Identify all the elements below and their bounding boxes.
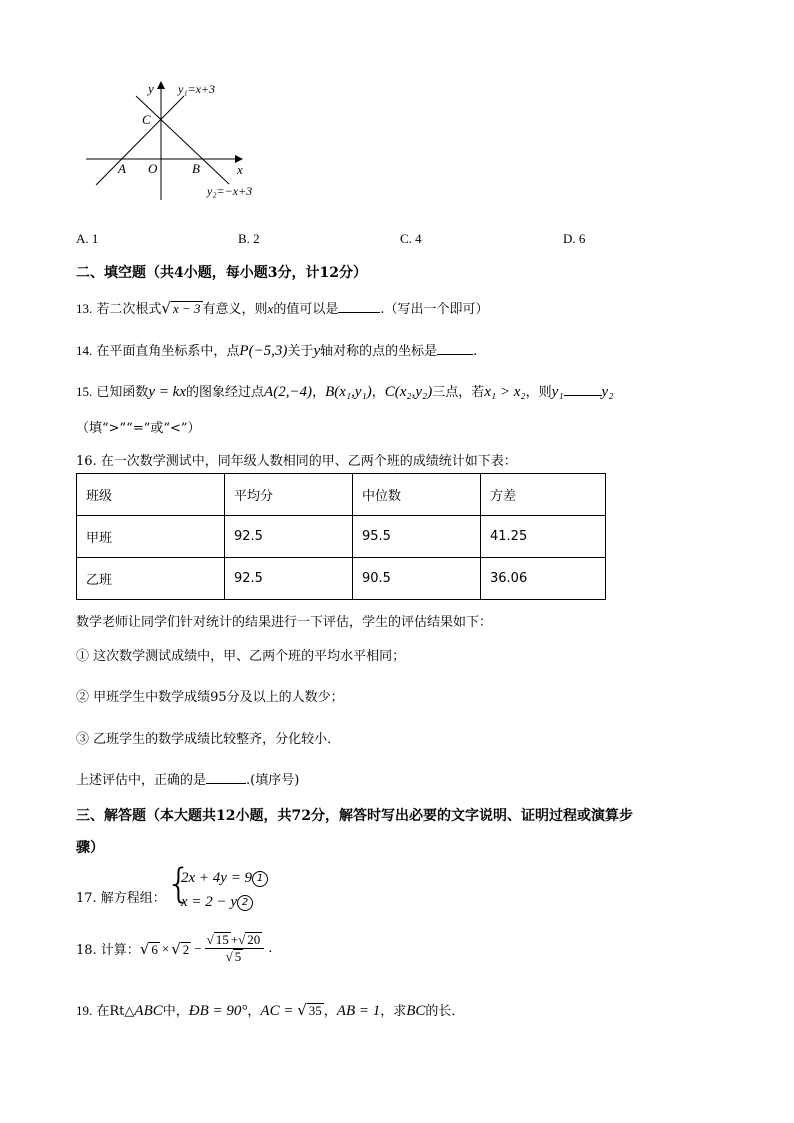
q18-times: × — [161, 940, 170, 956]
table-header-row — [77, 474, 606, 516]
q16-answer — [76, 769, 299, 788]
line1-label: y₁=x+3 — [178, 82, 216, 96]
q19-sep2: ， — [323, 1004, 337, 1019]
q18-plus: + — [230, 932, 239, 947]
table-header-cell: 方差 — [481, 474, 606, 516]
option-b: B. 2 — [238, 231, 260, 246]
q15-mid: 的图象经过点 — [186, 385, 265, 400]
q17-label: 17. 解方程组： — [76, 891, 166, 906]
q16-intro: 16. 在一次数学测试中，同年级人数相同的甲、乙两个班的成绩统计如下表： — [76, 454, 517, 469]
q16-answer-pre: 上述评估中，正确的是 — [76, 773, 207, 788]
q16-item-2: ② 甲班学生中数学成绩95分及以上的人数少； — [76, 690, 344, 705]
radical-sign-icon: √ — [161, 299, 171, 317]
q19-sep1: ， — [247, 1004, 261, 1019]
section3-heading-line2: 骤） — [76, 840, 104, 856]
q17-eq2-text: x = 2 − y — [181, 894, 238, 910]
question-19 — [76, 1000, 464, 1020]
q13-number: 13. — [76, 301, 93, 316]
point-c-label: C — [142, 112, 151, 127]
question-14 — [76, 340, 477, 360]
q18-n2: 20 — [247, 932, 261, 947]
q18-minus: − — [194, 940, 202, 956]
table-cell: 41.25 — [481, 516, 606, 558]
q15-sep1: ， — [312, 385, 326, 400]
q18-d: 5 — [234, 949, 242, 964]
question-18 — [76, 932, 272, 965]
q16-blank — [206, 771, 246, 784]
q17-brace-icon: { — [166, 861, 192, 907]
section3-heading-line1: 三、解答题（本大题共12小题，共72分，解答时写出必要的文字说明、证明过程或演算步 — [76, 808, 633, 824]
q15-point-b: B(x₁,y₁) — [325, 384, 372, 400]
table-header-cell: 中位数 — [353, 474, 481, 516]
q14-point: P(−5,3) — [239, 343, 288, 359]
q18-end: . — [268, 941, 273, 956]
q16-answer-post: .(填序号) — [246, 773, 300, 788]
q16-item-1: ① 这次数学测试成绩中，甲、乙两个班的平均水平相同； — [76, 649, 406, 664]
point-o-label: O — [148, 161, 158, 176]
option-a: A. 1 — [76, 231, 99, 246]
q18-n1: 15 — [215, 932, 229, 947]
q13-radicand: x − 3 — [172, 301, 201, 316]
q17-eq1-mark: 1 — [252, 871, 268, 887]
q19-tail: 的长． — [425, 1004, 465, 1019]
q19-post: ，求 — [380, 1004, 407, 1019]
q14-post: 轴对称的点的坐标是 — [320, 344, 438, 359]
q15-cond: x₁ > x₂ — [484, 384, 526, 400]
radical-sign-icon: √ — [206, 932, 214, 947]
option-c: C. 4 — [400, 231, 422, 246]
q17-eq2-mark: 2 — [237, 895, 253, 911]
table-cell: 36.06 — [481, 558, 606, 600]
q19-number: 19. — [76, 1003, 93, 1018]
score-stats-table — [76, 473, 606, 600]
q15-line2: （填“>”“=”或“<”） — [76, 421, 201, 436]
q15-number: 15. — [76, 384, 93, 399]
q17-eq2 — [181, 894, 253, 911]
table-cell: 92.5 — [225, 516, 353, 558]
x-axis-label: x — [237, 162, 243, 177]
line-y1 — [96, 96, 184, 185]
q13-var: x — [267, 301, 274, 316]
radical-sign-icon: √ — [238, 932, 246, 947]
question-13 — [76, 298, 488, 317]
q13-mid: 有意义，则 — [202, 302, 268, 317]
section2-heading: 二、填空题（共4小题，每小题3分，计12分） — [76, 265, 367, 281]
q15-sep2: ， — [371, 385, 385, 400]
table-cell: 95.5 — [353, 516, 481, 558]
q14-axis: y — [313, 343, 321, 359]
table-row — [77, 558, 606, 600]
q15-then: ，则 — [525, 385, 552, 400]
q15-blank — [564, 383, 602, 396]
q15-point-c: C(x₂,y₂) — [384, 384, 433, 400]
q15-y2: y₂ — [601, 384, 614, 400]
q16-item-3: ③ 乙班学生的数学成绩比较整齐，分化较小． — [76, 732, 341, 747]
y-axis-label: y — [148, 81, 154, 96]
q15-pre: 已知函数 — [96, 385, 149, 400]
q18-fraction — [205, 932, 265, 965]
radical-sign-icon: √ — [225, 949, 233, 964]
q16-after: 数学老师让同学们针对统计的结果进行一下评估，学生的评估结果如下： — [76, 615, 493, 630]
table-row — [77, 516, 606, 558]
q13-tail: .（写出一个即可） — [380, 302, 489, 317]
point-b-label: B — [192, 161, 200, 176]
q13-pre: 若二次根式 — [96, 302, 162, 317]
radical-sign-icon: √ — [171, 939, 181, 958]
point-a-label: A — [118, 161, 126, 176]
table-cell: 乙班 — [77, 558, 225, 600]
q13-blank — [338, 300, 380, 313]
radical-sign-icon: √ — [139, 939, 150, 958]
table-cell: 90.5 — [353, 558, 481, 600]
q19-ab: AB = 1 — [336, 1003, 381, 1019]
table-header-cell: 平均分 — [225, 474, 353, 516]
q14-tail: . — [473, 344, 478, 359]
q15-point-a: A(2,−4) — [264, 384, 313, 400]
q19-angle: ÐB = 90° — [188, 1003, 248, 1019]
radical-sign-icon: √ — [297, 1001, 307, 1019]
q14-blank — [437, 342, 473, 355]
table-cell: 甲班 — [77, 516, 225, 558]
linear-function-graph — [80, 78, 270, 206]
line2-label: y₂=−x+3 — [207, 184, 253, 198]
q14-number: 14. — [76, 343, 93, 358]
q18-label: 18. 计算： — [76, 943, 140, 958]
q19-ac-val: 35 — [308, 1003, 322, 1018]
q15-post: 三点，若 — [432, 385, 485, 400]
q17-eq1-text: 2x + 4y = 9 — [181, 870, 253, 886]
q14-pre: 在平面直角坐标系中，点 — [96, 344, 240, 359]
table-cell: 92.5 — [225, 558, 353, 600]
q18-r2: 2 — [182, 941, 190, 957]
q18-r1: 6 — [151, 941, 158, 957]
q14-mid: 关于 — [287, 344, 314, 359]
q15-func: y = kx — [148, 384, 187, 400]
option-d: D. 6 — [563, 231, 586, 246]
q17-eq1 — [181, 870, 268, 887]
q19-bc: BC — [406, 1003, 426, 1019]
q19-pre: 在Rt△ — [96, 1004, 135, 1019]
q15-y1: y₁ — [551, 384, 564, 400]
table-header-cell: 班级 — [77, 474, 225, 516]
q19-ac: AC = — [260, 1003, 298, 1019]
question-15 — [76, 381, 613, 401]
q13-post: 的值可以是 — [273, 302, 339, 317]
q19-mid1: 中， — [162, 1004, 189, 1019]
q19-triangle: ABC — [134, 1003, 163, 1019]
